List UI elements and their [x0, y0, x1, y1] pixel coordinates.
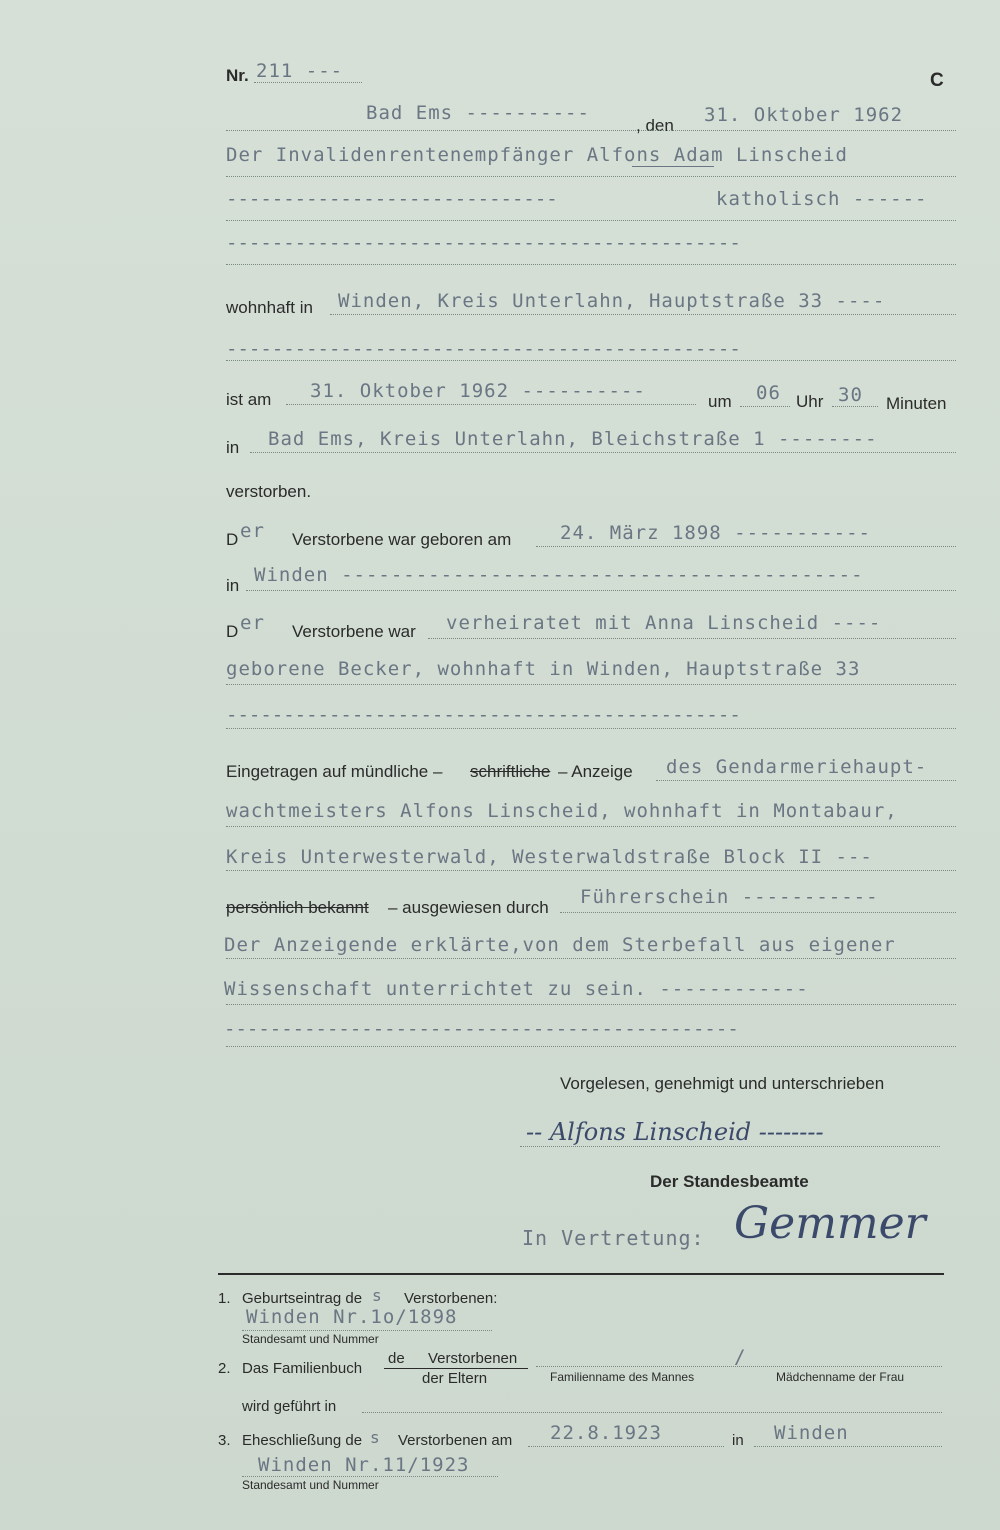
wohnhaft-label: wohnhaft in [226, 298, 313, 317]
ehe-s: s [370, 1428, 381, 1447]
verstorben-label: verstorben. [226, 482, 312, 501]
ausgewiesen-label: – ausgewiesen durch [388, 898, 549, 917]
person-line1: Der Invalidenrentenempfänger Alfons Adam Linscheid [226, 144, 848, 166]
dotted-line [246, 590, 956, 591]
dotted-line [226, 360, 956, 361]
residence-value: Winden, Kreis Unterlahn, Hauptstraße 33 ---- [338, 290, 886, 312]
der-er-2: er [240, 612, 265, 634]
dotted-line [754, 1446, 942, 1447]
dotted-line [226, 1004, 956, 1005]
ehe-in-label: in [732, 1432, 744, 1449]
dotted-line [226, 130, 956, 131]
geburt-label-a: Geburtseintrag de [242, 1290, 363, 1307]
maedchenname-caption: Mädchenname der Frau [776, 1370, 905, 1384]
familienbuch-label: Das Familienbuch [242, 1360, 363, 1377]
nr-label: Nr. [226, 66, 249, 85]
dotted-line [226, 958, 956, 959]
name-underline [632, 166, 714, 167]
death-place: Bad Ems, Kreis Unterlahn, Bleichstraße 1 -------- [268, 428, 878, 450]
nr-underline [254, 82, 362, 83]
fraction-line [384, 1368, 528, 1369]
report-line4: Der Anzeigende erklärte,von dem Sterbefall aus eigener [224, 934, 896, 956]
dotted-line [226, 870, 956, 871]
dotted-line [226, 826, 956, 827]
schriftliche-struck: schriftliche [470, 762, 551, 781]
place-value: Bad Ems ---------- [366, 102, 590, 124]
verstorbenen-text: Verstorbenen [428, 1350, 518, 1367]
ist-am-label: ist am [226, 390, 272, 409]
ehe-place: Winden [774, 1422, 849, 1444]
death-minute: 30 [838, 384, 863, 406]
dotted-line [226, 264, 956, 265]
marital-label: Verstorbene war [292, 622, 416, 641]
vorgelesen-text: Vorgelesen, genehmigt und unterschrieben [560, 1074, 885, 1093]
dotted-line [226, 684, 956, 685]
dotted-line [226, 1046, 956, 1047]
dotted-line [250, 452, 956, 453]
standesamt-caption-2: Standesamt und Nummer [242, 1478, 379, 1492]
dotted-line [362, 1412, 942, 1413]
dotted-line [528, 1446, 724, 1447]
report-line3: Kreis Unterwesterwald, Westerwaldstraße Block II --- [226, 846, 873, 868]
person-line2: ----------------------------- [226, 188, 558, 210]
birth-in-label: in [226, 576, 240, 595]
gefuehrt-label: wird geführt in [242, 1398, 337, 1415]
date-value: 31. Oktober 1962 [704, 104, 904, 126]
footer-n2: 2. [218, 1360, 231, 1377]
ehe-label-b: Verstorbenen am [398, 1432, 513, 1449]
den-label: , den [636, 116, 674, 135]
slash-mark: / [734, 1346, 747, 1368]
report-line2: wachtmeisters Alfons Linscheid, wohnhaft in Montabaur, [226, 800, 898, 822]
religion-value: katholisch ------ [716, 188, 928, 210]
familienname-caption: Familienname des Mannes [550, 1370, 695, 1384]
marital-line3: --------------------------------------------- [226, 704, 741, 726]
in-label: in [226, 438, 240, 457]
footer-n3: 3. [218, 1432, 231, 1449]
um-label: um [708, 392, 732, 411]
signature-declarant: -- Alfons Linscheid -------- [526, 1118, 824, 1146]
anzeige-label: – Anzeige [558, 762, 633, 781]
birth-place: Winden ------------------------------------------ [254, 564, 864, 586]
nr-value: 211 --- [256, 60, 344, 82]
report-line6: --------------------------------------------- [224, 1018, 739, 1040]
report-line1: des Gendarmeriehaupt- [666, 756, 928, 778]
report-line5: Wissenschaft unterrichtet zu sein. ------------ [224, 978, 809, 1000]
residence-line2: --------------------------------------------- [226, 338, 741, 360]
der-er: er [240, 520, 265, 542]
death-date: 31. Oktober 1962 ---------- [310, 380, 646, 402]
corner-letter: C [930, 70, 944, 91]
geburt-s: s [372, 1286, 383, 1305]
standesbeamte-label: Der Standesbeamte [650, 1172, 809, 1191]
dotted-line [242, 1330, 492, 1331]
bekannt-struck: persönlich bekannt [226, 898, 369, 917]
dotted-line [832, 406, 878, 407]
dotted-line [740, 406, 790, 407]
geburt-label-b: Verstorbenen: [404, 1290, 498, 1307]
marital-line2: geborene Becker, wohnhaft in Winden, Hauptstraße 33 [226, 658, 861, 680]
born-label: Verstorbene war geboren am [292, 530, 512, 549]
dotted-line [330, 314, 956, 315]
ehe-label-a: Eheschließung de [242, 1432, 363, 1449]
dotted-line [656, 780, 956, 781]
dotted-line [560, 912, 956, 913]
dotted-line [242, 1476, 498, 1477]
standesamt-caption-1: Standesamt und Nummer [242, 1332, 379, 1346]
death-hour: 06 [756, 382, 781, 404]
section-divider [218, 1273, 944, 1275]
marital-line1: verheiratet mit Anna Linscheid ---- [446, 612, 882, 634]
ausweis-value: Führerschein ----------- [580, 886, 879, 908]
ehe-date: 22.8.1923 [550, 1422, 662, 1444]
footer-n1: 1. [218, 1290, 231, 1307]
dotted-line [536, 546, 956, 547]
dotted-line [226, 176, 956, 177]
vertretung-label: In Vertretung: [522, 1226, 705, 1250]
ehe-reg: Winden Nr.11/1923 [258, 1454, 470, 1476]
signature-registrar: Gemmer [734, 1198, 926, 1249]
dotted-line [286, 404, 696, 405]
birth-date: 24. März 1898 ----------- [560, 522, 871, 544]
dotted-line [520, 1146, 940, 1147]
eingetragen-label: Eingetragen auf mündliche – [226, 762, 443, 781]
der-d-2: D [226, 622, 239, 641]
der-d: D [226, 530, 239, 549]
dotted-line [226, 728, 956, 729]
minuten-label: Minuten [886, 394, 947, 413]
person-line3: --------------------------------------------- [226, 232, 741, 254]
uhr-label: Uhr [796, 392, 824, 411]
de-text: de [388, 1350, 405, 1367]
dotted-line [226, 220, 956, 221]
geburt-value: Winden Nr.1o/1898 [246, 1306, 458, 1328]
dotted-line [428, 638, 956, 639]
eltern-text: der Eltern [422, 1370, 488, 1387]
